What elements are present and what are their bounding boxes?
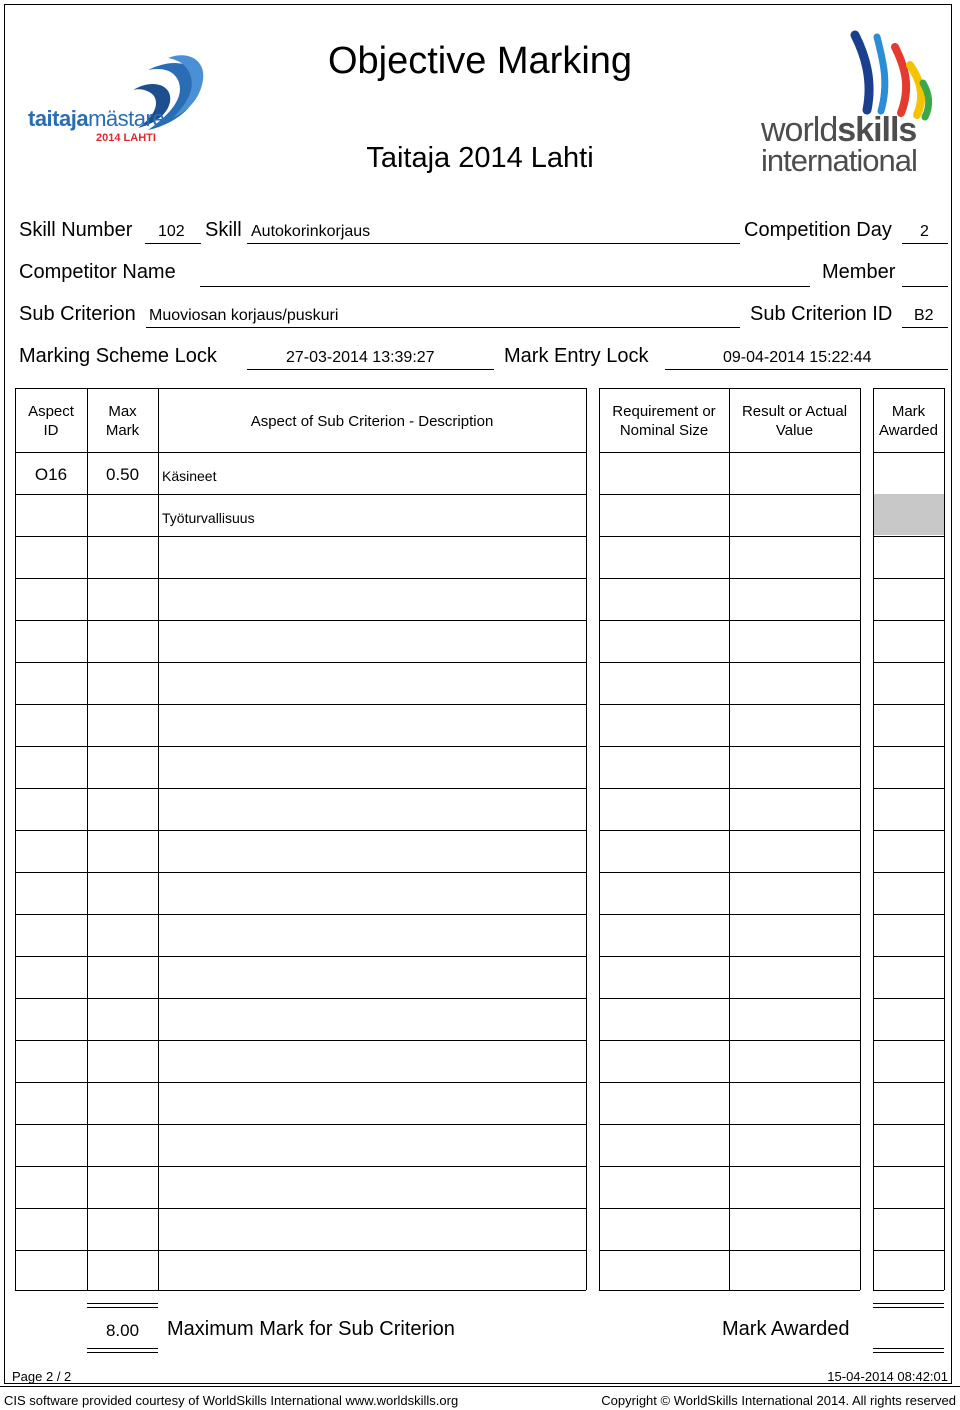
row-1-description: Käsineet: [162, 468, 217, 484]
skill-number-value[interactable]: 102: [158, 223, 185, 240]
mark-entry-lock-value: 09-04-2014 15:22:44: [723, 349, 872, 366]
mark-awarded-label: Mark Awarded: [722, 1318, 850, 1340]
row-1-mark-awarded-cell[interactable]: [874, 453, 944, 493]
max-mark-total: 8.00: [105, 1321, 140, 1340]
page-frame: [4, 4, 952, 1384]
logo-word-skills: skills: [837, 111, 917, 149]
header-requirement: Requirement or Nominal Size: [612, 403, 716, 439]
copyright: Copyright © WorldSkills International 2014. All rights reserved: [601, 1393, 956, 1408]
competition-day-label: Competition Day: [744, 219, 892, 241]
logo-word-international: international: [761, 143, 917, 178]
header-aspect-id: Aspect ID: [28, 403, 74, 439]
skill-value[interactable]: Autokorinkorjaus: [251, 223, 371, 240]
page-number: Page 2 / 2: [12, 1369, 72, 1384]
sub-criterion-label: Sub Criterion: [19, 303, 136, 325]
page-title: Objective Marking: [327, 40, 633, 82]
page-subtitle: Taitaja 2014 Lahti: [366, 142, 594, 174]
sub-criterion-id-value[interactable]: B2: [914, 307, 934, 324]
row-2-description: Työturvallisuus: [162, 510, 255, 526]
logo-word-taitaja: taitaja: [28, 106, 89, 131]
header-max-mark: Max Mark: [105, 403, 140, 439]
header-description: Aspect of Sub Criterion - Description: [250, 413, 494, 430]
max-mark-label: Maximum Mark for Sub Criterion: [167, 1318, 455, 1340]
logo-word-mastare: mästare: [88, 106, 165, 131]
sub-criterion-value[interactable]: Muoviosan korjaus/puskuri: [149, 307, 339, 324]
logo-tag: 2014 LAHTI: [96, 132, 156, 144]
mark-awarded-total-field[interactable]: [874, 1310, 944, 1346]
row-1-max-mark: 0.50: [105, 465, 140, 484]
marking-scheme-lock-value: 27-03-2014 13:39:27: [286, 349, 435, 366]
marking-scheme-lock-label: Marking Scheme Lock: [19, 345, 217, 367]
row-1-aspect-id: O16: [34, 465, 68, 484]
header-mark-awarded: Mark Awarded: [879, 403, 938, 439]
sub-criterion-id-label: Sub Criterion ID: [750, 303, 893, 325]
competition-day-value[interactable]: 2: [920, 223, 929, 240]
print-timestamp: 15-04-2014 08:42:01: [827, 1369, 948, 1384]
software-credit: CIS software provided courtesy of WorldSkills International www.worldskills.org: [4, 1393, 459, 1408]
logo-word-world: world: [761, 111, 838, 149]
member-label: Member: [822, 261, 896, 283]
skill-number-label: Skill Number: [19, 219, 133, 241]
skill-label: Skill: [205, 219, 242, 241]
mark-entry-lock-label: Mark Entry Lock: [504, 345, 649, 367]
competitor-name-label: Competitor Name: [19, 261, 176, 283]
header-result: Result or Actual Value: [741, 403, 848, 439]
